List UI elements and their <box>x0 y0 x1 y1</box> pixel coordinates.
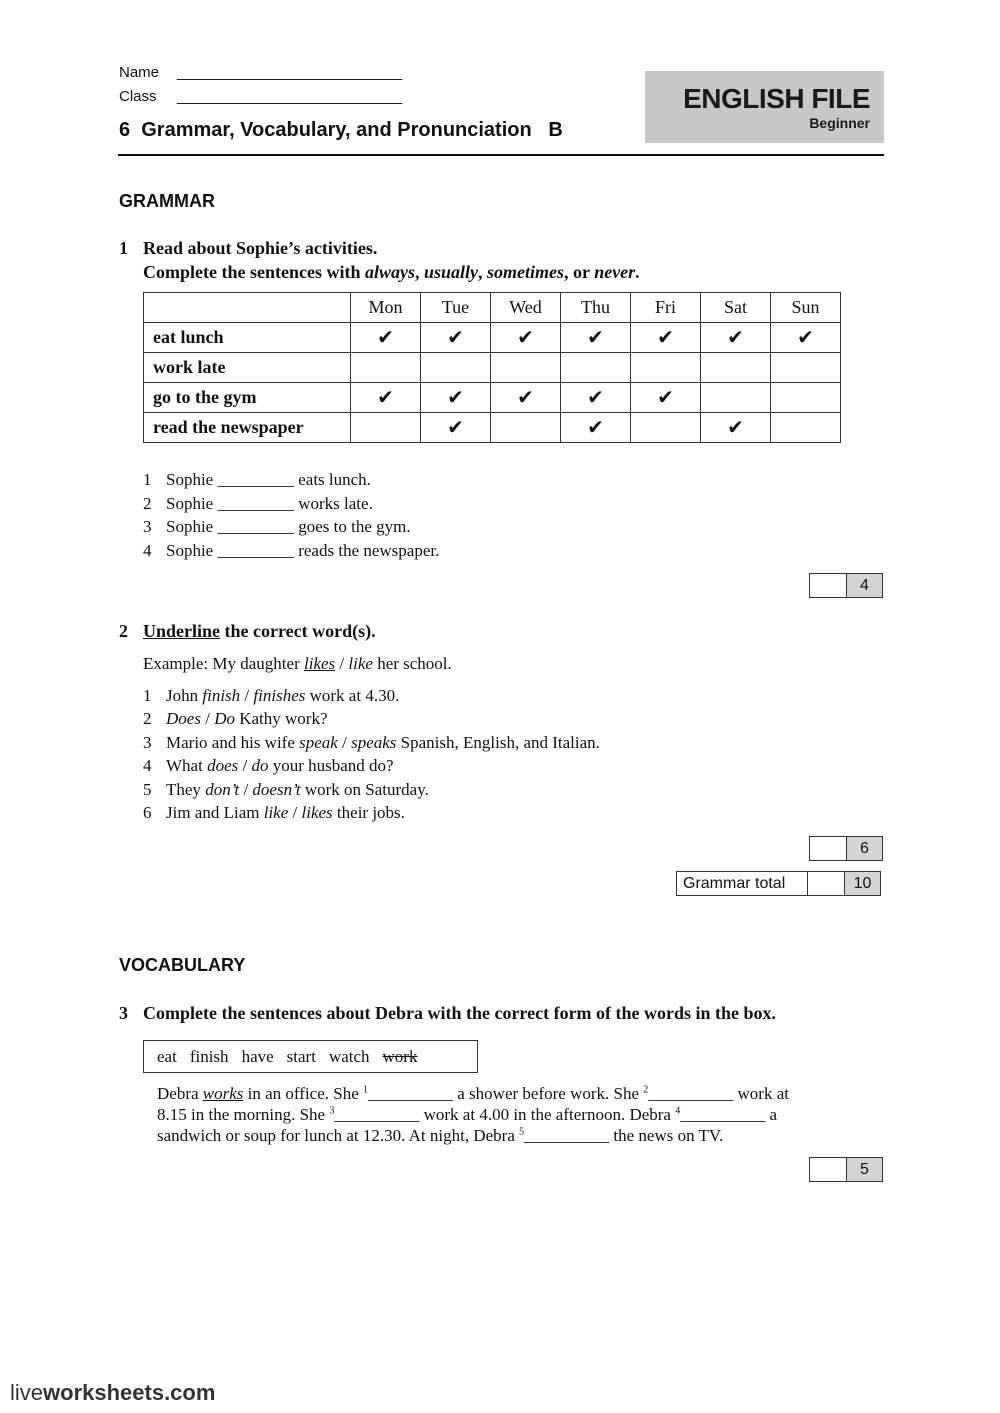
grammar-total-box <box>676 871 881 896</box>
empty-cell <box>771 383 841 413</box>
day-header: Thu <box>561 293 631 323</box>
check-mark-icon: ✔ <box>421 383 491 413</box>
choice-option[interactable]: don’t <box>205 780 240 799</box>
empty-cell <box>631 353 701 383</box>
brand-bold: worksheets.com <box>43 1380 216 1405</box>
score-box-q3 <box>809 1157 883 1182</box>
empty-cell <box>771 353 841 383</box>
score-max: 5 <box>847 1158 882 1181</box>
question-2-heading <box>119 621 819 645</box>
score-input[interactable] <box>810 1158 847 1181</box>
table-corner <box>144 293 351 323</box>
day-header: Fri <box>631 293 701 323</box>
logo-subtitle: Beginner <box>809 115 870 131</box>
question-1-line1: Read about Sophie’s activities. <box>143 238 378 258</box>
table-row <box>144 383 841 413</box>
check-mark-icon: ✔ <box>701 413 771 443</box>
grammar-total-label: Grammar total <box>677 872 808 895</box>
empty-cell <box>771 413 841 443</box>
word: have <box>241 1047 274 1066</box>
empty-cell <box>561 353 631 383</box>
question-1-line2: Complete the sentences with always, usually, sometimes, or never. <box>143 262 640 282</box>
question-3-text: Complete the sentences about Debra with the correct form of the words in the box. <box>143 1003 777 1023</box>
word: finish <box>189 1047 229 1066</box>
choice-option[interactable]: doesn’t <box>252 780 301 799</box>
choice-option[interactable]: finishes <box>253 686 306 705</box>
activity-label: read the newspaper <box>144 413 351 443</box>
activity-label: go to the gym <box>144 383 351 413</box>
score-input[interactable] <box>810 574 847 597</box>
activities-table <box>143 292 841 443</box>
choice-option[interactable]: finish <box>202 686 241 705</box>
check-mark-icon: ✔ <box>631 383 701 413</box>
day-header: Wed <box>491 293 561 323</box>
vocabulary-heading: VOCABULARY <box>119 955 246 975</box>
day-header: Sun <box>771 293 841 323</box>
question-2-text: Underline the correct word(s). <box>143 621 376 641</box>
crossed-word: work <box>382 1047 418 1066</box>
choice-option[interactable]: do <box>251 756 269 775</box>
gap-1[interactable]: __________ a shower before work. She <box>368 1084 644 1103</box>
question-number: 2 <box>119 621 128 641</box>
day-header: Mon <box>351 293 421 323</box>
empty-cell <box>701 383 771 413</box>
check-mark-icon: ✔ <box>771 323 841 353</box>
question-1-heading <box>119 238 879 288</box>
name-label: Name <box>119 64 160 81</box>
question-3-heading <box>119 1003 879 1027</box>
check-mark-icon: ✔ <box>491 383 561 413</box>
activity-label: eat lunch <box>144 323 351 353</box>
paragraph-line-1: Debra works in an office. She $^1$__________ a shower before work. She $^2$__________ work at <box>157 1084 789 1103</box>
word: start <box>286 1047 316 1066</box>
table-row <box>144 353 841 383</box>
empty-cell <box>351 353 421 383</box>
word: watch <box>328 1047 370 1066</box>
check-mark-icon: ✔ <box>491 323 561 353</box>
word-box <box>143 1040 478 1073</box>
activity-label: work late <box>144 353 351 383</box>
table-header-row <box>144 293 841 323</box>
paragraph-line-2: 8.15 in the morning. She $^3$__________ work at 4.00 in the afternoon. Debra $^4$__________ a <box>157 1105 778 1124</box>
day-header: Sat <box>701 293 771 323</box>
empty-cell <box>491 353 561 383</box>
choice-option[interactable]: like <box>263 803 289 822</box>
gap-4[interactable]: __________ a <box>680 1105 778 1124</box>
gap-2[interactable]: __________ work at <box>648 1084 789 1103</box>
check-mark-icon: ✔ <box>561 323 631 353</box>
header-divider <box>118 154 884 156</box>
score-box-q2 <box>809 836 883 861</box>
choice-option[interactable]: speaks <box>351 733 397 752</box>
check-mark-icon: ✔ <box>561 413 631 443</box>
class-field[interactable]: ___________________________ <box>177 88 403 105</box>
question-number: 3 <box>119 1003 128 1023</box>
gap-3[interactable]: __________ work at 4.00 in the afternoon. Debra <box>334 1105 676 1124</box>
choice-option[interactable]: Does <box>166 709 201 728</box>
score-input[interactable] <box>808 872 845 895</box>
check-mark-icon: ✔ <box>421 413 491 443</box>
table-row <box>144 323 841 353</box>
grammar-heading: GRAMMAR <box>119 191 215 211</box>
class-label: Class <box>119 88 157 105</box>
score-max: 6 <box>847 837 882 860</box>
table-row <box>144 413 841 443</box>
choice-option[interactable]: Do <box>214 709 235 728</box>
empty-cell <box>491 413 561 443</box>
empty-cell <box>701 353 771 383</box>
score-input[interactable] <box>810 837 847 860</box>
choice-option[interactable]: likes <box>301 803 333 822</box>
gap-5[interactable]: __________ the news on TV. <box>524 1126 724 1145</box>
score-max: 4 <box>847 574 882 597</box>
check-mark-icon: ✔ <box>561 383 631 413</box>
score-box-q1 <box>809 573 883 598</box>
check-mark-icon: ✔ <box>631 323 701 353</box>
check-mark-icon: ✔ <box>351 383 421 413</box>
empty-cell <box>631 413 701 443</box>
day-header: Tue <box>421 293 491 323</box>
name-field[interactable]: ___________________________ <box>177 64 403 81</box>
liveworksheets-logo[interactable] <box>10 1380 215 1406</box>
choice-option[interactable]: does <box>207 756 239 775</box>
english-file-logo <box>645 71 884 143</box>
paragraph-line-3: sandwich or soup for lunch at 12.30. At night, Debra $^5$__________ the news on TV. <box>157 1126 724 1145</box>
check-mark-icon: ✔ <box>421 323 491 353</box>
example-line: Example: My daughter likes / like her school. <box>143 654 452 673</box>
empty-cell <box>351 413 421 443</box>
page-title: 6 Grammar, Vocabulary, and Pronunciation B <box>119 119 563 141</box>
question-number: 1 <box>119 238 128 258</box>
check-mark-icon: ✔ <box>351 323 421 353</box>
choice-option[interactable]: speak <box>299 733 338 752</box>
brand-light: live <box>10 1380 44 1405</box>
empty-cell <box>421 353 491 383</box>
score-max: 10 <box>845 872 880 895</box>
word: eat <box>157 1047 177 1066</box>
logo-title: ENGLISH FILE <box>683 83 870 114</box>
check-mark-icon: ✔ <box>701 323 771 353</box>
